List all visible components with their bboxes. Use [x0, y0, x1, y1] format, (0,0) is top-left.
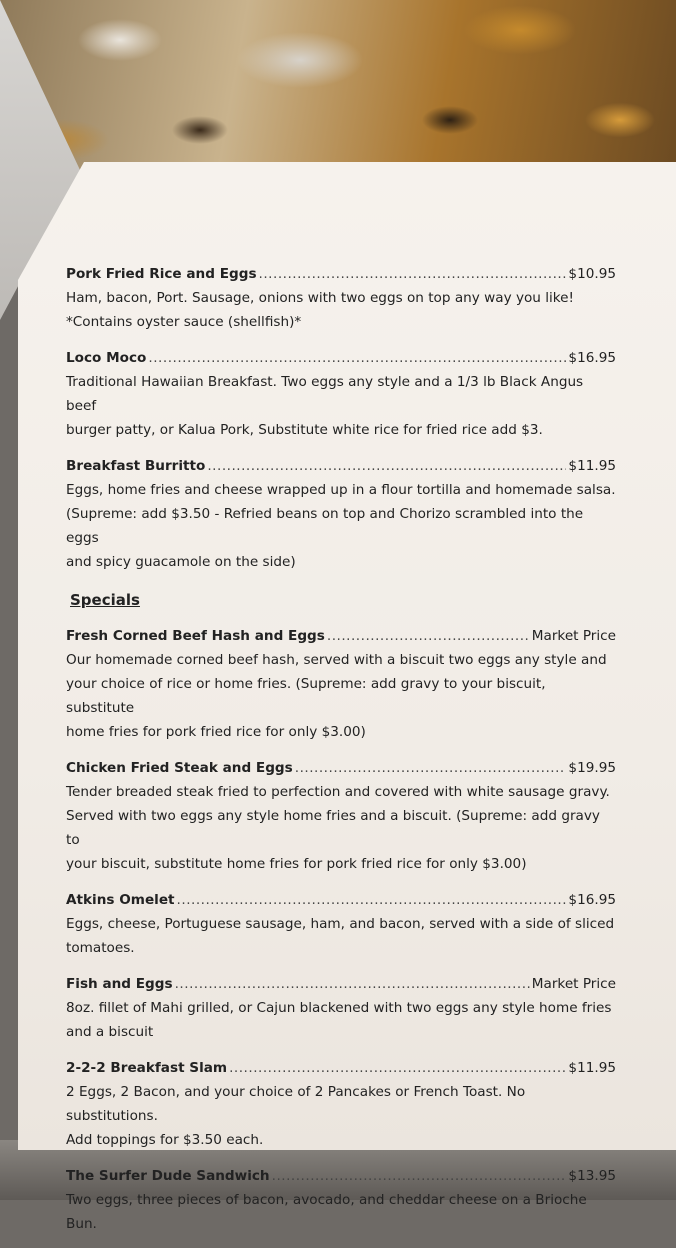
menu-item-description: burger patty, or Kalua Pork, Substitute white rice for fried rice add $3. [66, 422, 543, 438]
menu-item-description: Ham, bacon, Port. Sausage, onions with two eggs on top any way you like! [66, 290, 574, 306]
dot-leader [327, 624, 530, 648]
menu-item-description: *Contains oyster sauce (shellfish)* [66, 314, 302, 330]
menu-item-name: Fish and Eggs [66, 976, 173, 992]
menu-item-description: Tender breaded steak fried to perfection and covered with white sausage gravy. [66, 784, 610, 800]
dot-leader [175, 972, 530, 996]
menu-item-header [66, 262, 616, 286]
menu-item [66, 756, 616, 876]
specials-items [66, 624, 616, 1236]
menu-item-description: home fries for pork fried rice for only $3.00) [66, 724, 366, 740]
menu-item-description: tomatoes. [66, 940, 135, 956]
menu-item-name: Fresh Corned Beef Hash and Eggs [66, 628, 325, 644]
menu-item-price: $11.95 [568, 1060, 616, 1076]
dot-leader [259, 262, 567, 286]
menu-item-name: Pork Fried Rice and Eggs [66, 266, 257, 282]
menu-item-price: $13.95 [568, 1168, 616, 1184]
menu-item-name: Chicken Fried Steak and Eggs [66, 760, 293, 776]
menu-item-description: (Supreme: add $3.50 - Refried beans on top and Chorizo scrambled into the eggs [66, 506, 584, 546]
menu-item-price: $19.95 [568, 760, 616, 776]
menu-item-header [66, 756, 616, 780]
menu-item-price: $16.95 [568, 350, 616, 366]
menu-item-description: Eggs, cheese, Portuguese sausage, ham, and bacon, served with a side of sliced [66, 916, 615, 932]
dot-leader [229, 1056, 566, 1080]
menu-item [66, 454, 616, 574]
menu-item-description: and a biscuit [66, 1024, 154, 1040]
breakfast-items [66, 262, 616, 574]
menu-item-description: Our homemade corned beef hash, served with a biscuit two eggs any style and [66, 652, 607, 668]
menu-item [66, 1056, 616, 1152]
menu-item [66, 888, 616, 960]
menu-item-header [66, 972, 616, 996]
menu-item-price: $10.95 [568, 266, 616, 282]
menu-item-description: Two eggs, three pieces of bacon, avocado, and cheddar cheese on a Brioche Bun. [66, 1192, 587, 1232]
menu-item [66, 262, 616, 334]
menu-item-price: $16.95 [568, 892, 616, 908]
menu-item-price: $11.95 [568, 458, 616, 474]
menu-item-description: your biscuit, substitute home fries for pork fried rice for only $3.00) [66, 856, 527, 872]
menu-content [66, 262, 616, 1248]
menu-item-header [66, 346, 616, 370]
menu-item-description: Eggs, home fries and cheese wrapped up in a flour tortilla and homemade salsa. [66, 482, 616, 498]
menu-item [66, 624, 616, 744]
menu-item-description: Add toppings for $3.50 each. [66, 1132, 264, 1148]
menu-item-name: 2-2-2 Breakfast Slam [66, 1060, 228, 1076]
dot-leader [207, 454, 566, 478]
menu-item-description: your choice of rice or home fries. (Supreme: add gravy to your biscuit, substitute [66, 676, 546, 716]
menu-item-name: The Surfer Dude Sandwich [66, 1168, 270, 1184]
menu-item-name: Breakfast Burritto [66, 458, 206, 474]
dot-leader [148, 346, 566, 370]
menu-item [66, 972, 616, 1044]
menu-item-header [66, 1164, 616, 1188]
menu-item-name: Loco Moco [66, 350, 147, 366]
menu-item-header [66, 624, 616, 648]
menu-item-description: 8oz. fillet of Mahi grilled, or Cajun blackened with two eggs any style home fries [66, 1000, 612, 1016]
section-title-specials: Specials [70, 591, 140, 609]
menu-item-header [66, 888, 616, 912]
dot-leader [272, 1164, 567, 1188]
menu-item-header [66, 1056, 616, 1080]
menu-item-description: and spicy guacamole on the side) [66, 554, 296, 570]
dot-leader [177, 888, 567, 912]
menu-item-header [66, 454, 616, 478]
menu-item [66, 1164, 616, 1236]
menu-item-description: Served with two eggs any style home fries and a biscuit. (Supreme: add gravy to [66, 808, 600, 848]
menu-item-description: Traditional Hawaiian Breakfast. Two eggs any style and a 1/3 lb Black Angus beef [66, 374, 584, 414]
menu-item [66, 346, 616, 442]
menu-item-description: 2 Eggs, 2 Bacon, and your choice of 2 Pancakes or French Toast. No substitutions. [66, 1084, 526, 1124]
menu-item-name: Atkins Omelet [66, 892, 175, 908]
menu-item-price: Market Price [531, 976, 616, 992]
menu-item-price: Market Price [531, 628, 616, 644]
dot-leader [295, 756, 567, 780]
